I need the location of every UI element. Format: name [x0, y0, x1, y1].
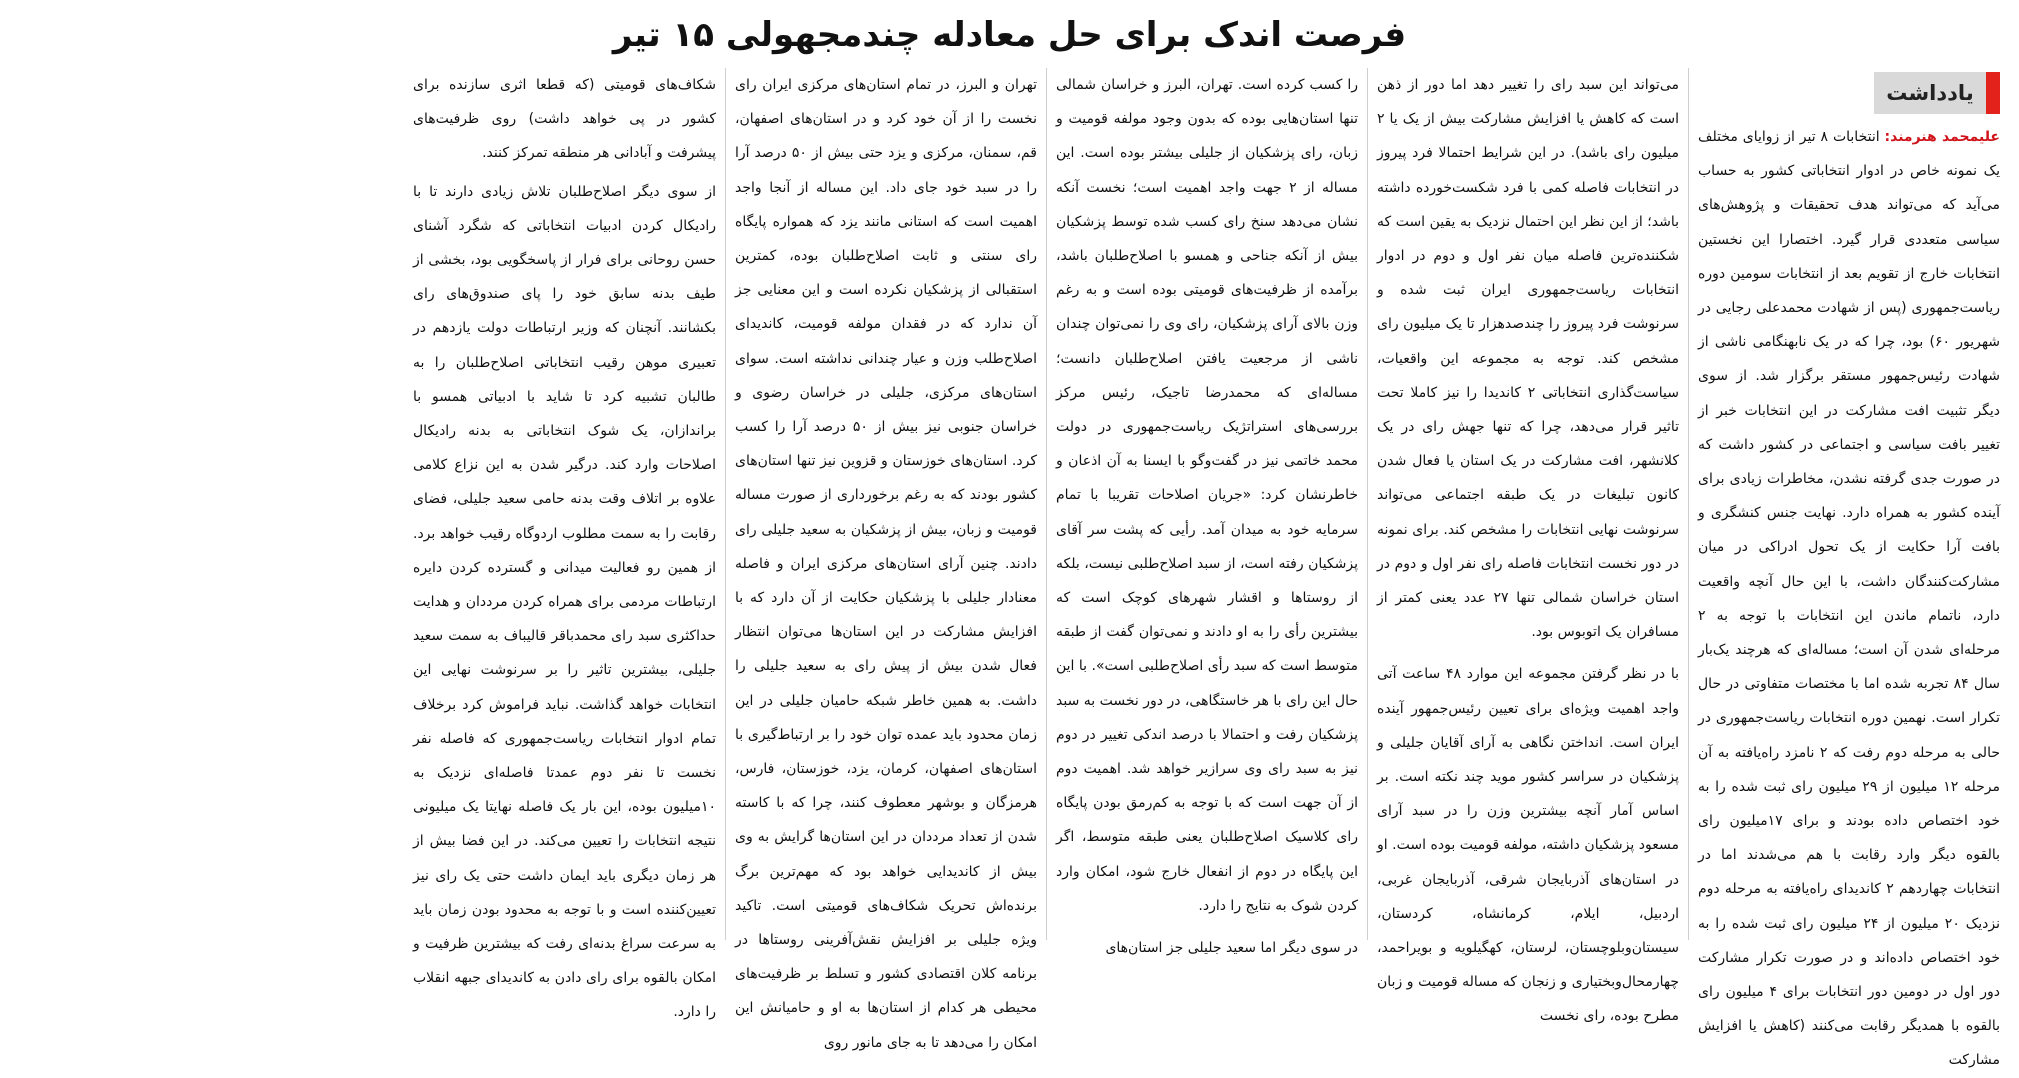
column-paragraph: با در نظر گرفتن مجموعه این موارد ۴۸ ساعت آتی واجد اهمیت ویژه‌ای برای تعیین رئیس‌جمهور آینده ایران است. انداختن نگاهی به آرای آقایان جلیلی و پزشکیان در سراسر کشور موید چند نکته است. بر اساس آمار آنچه بیشترین وزن را در سبد آرای مسعود پزشکیان داشته، مولفه قومیت بوده است. او در استان‌های آذربایجان شرقی، آذربایجان غربی، اردبیل، ایلام، کرمانشاه، کردستان، سیستان‌وبلوچستان، لرستان، کهگیلویه و بویراحمد، چهارمحال‌وبختیاری و زنجان که مساله قومیت و زبان مطرح بوده، رای نخست	[1377, 666, 1680, 1025]
article-columns	[10, 68, 2009, 1069]
column-2	[1367, 68, 1688, 1025]
opinion-badge	[1698, 72, 2000, 114]
column-paragraph: از سوی دیگر اصلاح‌طلبان تلاش زیادی دارند تا با رادیکال کردن ادبیات انتخاباتی که شگرد آشنای حسن روحانی برای فرار از پاسخگویی بود، بخشی از طیف بدنه سابق خود را پای صندوق‌های رای بکشانند. آنچنان که وزیر ارتباطات دولت یازدهم در تعبیری موهن رقیب انتخاباتی اصلاح‌طلبان را به طالبان تشبیه کرد تا شاید با ادبیاتی همسو با براندازان، یک شوک انتخاباتی به بدنه رادیکال اصلاحات وارد کند. درگیر شدن به این نزاع کلامی علاوه بر اتلاف وقت بدنه حامی سعید جلیلی، فضای رقابت را به سمت مطلوب اردوگاه رقیب خواهد برد. از همین رو فعالیت میدانی و گسترده کردن دایره ارتباطات مردمی برای همراه کردن مرددان و هدایت حداکثری سبد رای محمدباقر قالیباف به سمت سعید جلیلی، بیشترین تاثیر را بر سرنوشت نهایی این انتخابات خواهد گذاشت. نباید فراموش کرد برخلاف تمام ادوار انتخابات ریاست‌جمهوری که فاصله نفر نخست تا نفر دوم عمدتا فاصله‌ای نزدیک به ۱۰میلیون بوده، این بار یک فاصله نهایتا یک میلیونی نتیجه انتخابات را تعیین می‌کند. در این فضا بیش از هر زمان دیگری باید ایمان داشت حتی یک رای نیز تعیین‌کننده است و با توجه به محدود بودن زمان باید به سرعت سراغ بدنه‌ای رفت که بیشترین ظرفیت و امکان بالقوه برای رای دادن به کاندیدای جبهه انقلاب را دارد.	[413, 183, 716, 1021]
column-paragraph: در سوی دیگر اما سعید جلیلی جز استان‌های	[1105, 940, 1358, 957]
column-3	[1046, 68, 1367, 957]
badge-accent-bar	[1986, 72, 2000, 114]
article-headline: فرصت اندک برای حل معادله چندمجهولی ۱۵ تیر	[612, 15, 1407, 55]
badge-label: یادداشت	[1874, 72, 1986, 114]
author-name: علیمحمد هنرمند:	[1884, 129, 2000, 145]
column-4	[725, 68, 1046, 1051]
column-paragraph: تهران و البرز، در تمام استان‌های مرکزی ایران رای نخست را از آن خود کرد و در استان‌های اصفهان، قم، سمنان، مرکزی و یزد حتی بیش از ۵۰ درصد آرا را در سبد خود جای داد. این مساله از آنجا واجد اهمیت است که استانی مانند یزد که همواره پایگاه رای سنتی و ثابت اصلاح‌طلبان بوده، کمترین استقبالی از پزشکیان نکرده است و این معنایی جز آن ندارد که در فقدان مولفه قومیت، کاندیدای اصلاح‌طلب وزن و عیار چندانی نداشته است. سوای استان‌های مرکزی، جلیلی در خراسان رضوی و خراسان جنوبی نیز بیش از ۵۰ درصد آرا را کسب کرد. استان‌های خوزستان و قزوین نیز تنها استان‌های کشور بودند که به رغم برخورداری از صورت مساله قومیت و زبان، بیش از پزشکیان به سعید جلیلی رای دادند. چنین آرای استان‌های مرکزی ایران و فاصله معنادار جلیلی با پزشکیان حکایت از آن دارد که با افزایش مشارکت در این استان‌ها می‌توان انتظار فعال شدن بیش از پیش رای به سعید جلیلی را داشت. به همین خاطر شبکه حامیان جلیلی در این زمان محدود باید عمده توان خود را بر ارتباط‌گیری با استان‌های اصفهان، کرمان، یزد، خوزستان، فارس، هرمزگان و بوشهر معطوف کنند، چرا که با کاسته شدن از تعداد مرددان در این استان‌ها گرایش به وی بیش از کاندیدایی خواهد بود که مهم‌ترین برگ برنده‌اش تحریک شکاف‌های قومیتی است. تاکید ویژه جلیلی بر افزایش نقش‌آفرینی روستاها در برنامه کلان اقتصادی کشور و تسلط بر ظرفیت‌های محیطی هر کدام از استان‌ها به او و حامیانش این امکان را می‌دهد تا به جای مانور روی	[735, 77, 1037, 1051]
paragraph-text: انتخابات ۸ تیر از زوایای مختلف یک نمونه خاص در ادوار انتخاباتی کشور به حساب می‌آید که می‌تواند هدف تحقیقات و پژوهش‌های سیاسی متعددی قرار گیرد. اختصارا این نخستین انتخابات خارج از تقویم بعد از انتخابات سومین دوره ریاست‌جمهوری (پس از شهادت محمدعلی رجایی در شهریور ۶۰) بود، چرا که در یک نابهنگامی ناشی از شهادت رئیس‌جمهور مستقر برگزار شد. از سوی دیگر تثبیت افت مشارکت در این انتخابات خبر از تغییر بافت سیاسی و اجتماعی در کشور داشت که در صورت جدی گرفته نشدن، مخاطرات زیادی برای آینده کشور به همراه دارد. نهایت جنس کنشگری و بافت آرا حکایت از یک تحول ادراکی در میان مشارکت‌کنندگان داشت، با این حال آنچه واقعیت دارد، ناتمام ماندن این انتخابات با توجه به ۲ مرحله‌ای شدن آن است؛ مساله‌ای که هرچند یک‌بار سال ۸۴ تجربه شده اما با مختصات متفاوتی در حال تکرار است. نهمین دوره انتخابات ریاست‌جمهوری در حالی به مرحله دوم رفت که ۲ نامزد راه‌یافته به آن مرحله ۱۲ میلیون از ۲۹ میلیون رای ثبت شده را به خود اختصاص داده بودند و برای ۱۷میلیون رای بالقوه دیگر وارد رقابت با هم می‌شدند اما در انتخابات چهاردهم ۲ کاندیدای راه‌یافته به مرحله دوم نزدیک ۲۰ میلیون از ۲۴ میلیون رای ثبت شده را به خود اختصاص داده‌اند و در صورت تکرار مشارکت دور اول در دومین دور انتخابات برای ۴ میلیون رای بالقوه با همدیگر رقابت می‌کنند (کاهش یا افزایش مشارکت	[1698, 129, 2001, 1069]
column-1	[1688, 68, 2009, 1069]
column-5	[404, 68, 725, 1021]
column-paragraph: شکاف‌های قومیتی (که قطعا اثری سازنده برای کشور در پی خواهد داشت) روی ظرفیت‌های پیشرفت و آبادانی هر منطقه تمرکز کنند.	[413, 77, 716, 162]
column-paragraph: می‌تواند این سبد رای را تغییر دهد اما دور از ذهن است که کاهش یا افزایش مشارکت بیش از یک یا ۲ میلیون رای باشد). در این شرایط احتمالا فرد پیروز در انتخابات فاصله کمی با فرد شکست‌خورده داشته باشد؛ از این نظر این احتمال نزدیک به یقین است که شکننده‌ترین فاصله میان نفر اول و دوم در ادوار انتخابات ریاست‌جمهوری ایران ثبت شده و سرنوشت فرد پیروز را چندصدهزار تا یک میلیون رای مشخص کند. توجه به مجموعه این واقعیات، سیاست‌گذاری انتخاباتی ۲ کاندیدا را نیز کاملا تحت تاثیر قرار می‌دهد، چرا که تنها جهش رای در یک کلانشهر، افت مشارکت در یک استان یا فعال شدن کانون تبلیغات در یک طبقه اجتماعی می‌تواند سرنوشت نهایی انتخابات را مشخص کند. برای نمونه در دور نخست انتخابات فاصله رای نفر اول و دوم در استان خراسان شمالی تنها ۲۷ عدد یعنی کمتر از مسافران یک اتوبوس بود.	[1377, 77, 1680, 641]
column-paragraph	[1698, 120, 2000, 1078]
column-paragraph: را کسب کرده است. تهران، البرز و خراسان شمالی تنها استان‌هایی بوده که بدون وجود مولفه قومیت و زبان، رای پزشکیان از جلیلی بیشتر بوده است. این مساله از ۲ جهت واجد اهمیت است؛ نخست آنکه نشان می‌دهد سنخ رای کسب شده توسط پزشکیان بیش از آنکه جناحی و همسو با اصلاح‌طلبان باشد، برآمده از ظرفیت‌های قومیتی بوده است و به رغم وزن بالای آرای پزشکیان، رای وی را نمی‌توان چندان ناشی از مرجعیت یافتن اصلاح‌طلبان دانست؛ مساله‌ای که محمدرضا تاجیک، رئیس مرکز بررسی‌های استراتژیک ریاست‌جمهوری در دولت محمد خاتمی نیز در گفت‌وگو با ایسنا به آن اذعان و خاطرنشان کرد: «جریان اصلاحات تقریبا با تمام سرمایه خود به میدان آمد. رأیی که پشت سر آقای پزشکیان رفته است، از سبد اصلاح‌طلبی نیست، بلکه از روستاها و اقشار شهرهای کوچک است که بیشترین رأی را به او دادند و نمی‌توان گفت از طبقه متوسط است که سبد رأی اصلاح‌طلبی است». با این حال این رای با هر خاستگاهی، در دور نخست به سبد پزشکیان رفت و احتمالا با درصد اندکی تغییر در دوم نیز به سبد رای وی سرازیر خواهد شد. اهمیت دوم از آن جهت است که با توجه به کم‌رمق بودن پایگاه رای کلاسیک اصلاح‌طلبان یعنی طبقه متوسط، اگر این پایگاه در دوم از انفعال خارج شود، امکان وارد کردن شوک به نتایج را دارد.	[1056, 77, 1359, 914]
